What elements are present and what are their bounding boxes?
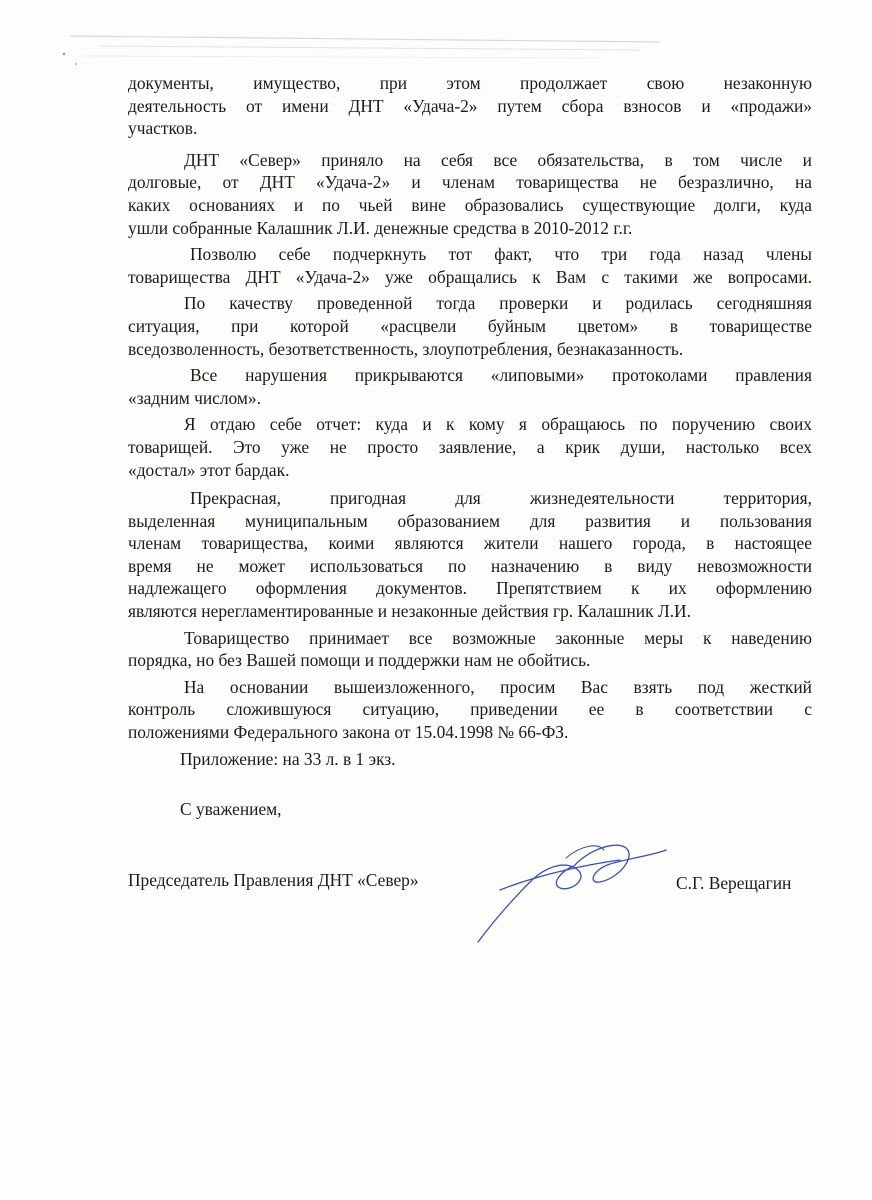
paragraph	[128, 243, 812, 288]
paragraph	[128, 149, 812, 239]
text-line: Прекрасная, пригодная для жизнедеятельности территория,	[190, 488, 812, 509]
text-line: выделенная муниципальным образованием для развития и пользования	[128, 510, 812, 531]
text-line: членам товарищества, коими являются жители нашего города, в настоящее	[128, 533, 812, 554]
paragraph	[128, 72, 812, 140]
paragraph	[128, 292, 812, 360]
signatory-title: Председатель Правления ДНТ «Север»	[128, 870, 419, 890]
text-line: контроль сложившуюся ситуацию, приведении ее в соответствии с	[128, 699, 812, 720]
text-line: время не может использоваться по назначению в виду невозможности	[128, 555, 812, 576]
paragraph	[128, 627, 812, 672]
signatory-name: С.Г. Верещагин	[676, 873, 792, 893]
text-line: каких основаниях и по чьей вине образовались существующие долги, куда	[128, 194, 812, 215]
attachment-note: Приложение: на 33 л. в 1 экз.	[180, 749, 396, 769]
text-line: ушли собранные Калашник Л.И. денежные средства в 2010-2012 г.г.	[128, 217, 633, 238]
text-line: порядка, но без Вашей помощи и поддержки нам не обойтись.	[128, 650, 591, 671]
text-line: товарищей. Это уже не просто заявление, а крик души, настолько всех	[128, 436, 812, 457]
text-line: товарищества ДНТ «Удача-2» уже обращались к Вам с такими же вопросами.	[128, 266, 812, 287]
text-line: ДНТ «Север» приняло на себя все обязательства, в том числе и	[184, 149, 812, 170]
text-line: Товарищество принимает все возможные законные меры к наведению	[184, 627, 812, 648]
text-line: Я отдаю себе отчет: куда и к кому я обращаюсь по поручению своих	[184, 414, 812, 435]
text-line: «достал» этот бардак.	[128, 459, 290, 480]
text-line: Все нарушения прикрываются «липовыми» протоколами правления	[190, 365, 812, 386]
paragraph	[128, 487, 812, 623]
text-line: участков.	[128, 118, 198, 139]
text-line: надлежащего оформления документов. Препятствием к их оформлению	[128, 578, 812, 599]
text-line: являются нерегламентированные и незаконные действия гр. Калашник Л.И.	[128, 601, 691, 622]
text-line: вседозволенность, безответственность, злоупотребления, безнаказанность.	[128, 338, 684, 359]
paragraph	[128, 676, 812, 744]
text-line: ситуация, при которой «расцвели буйным цветом» в товариществе	[128, 315, 812, 336]
text-line: На основании вышеизложенного, просим Вас взять под жесткий	[184, 676, 812, 697]
letter-body	[128, 72, 812, 744]
paragraph	[128, 413, 812, 481]
handwritten-signature	[470, 830, 700, 950]
closing-phrase: С уважением,	[180, 799, 282, 819]
text-line: деятельность от имени ДНТ «Удача-2» путем сбора взносов и «продажи»	[128, 95, 812, 116]
scan-artifact	[40, 28, 680, 68]
text-line: По качеству проведенной тогда проверки и родилась сегодняшняя	[184, 293, 812, 314]
paragraph	[128, 364, 812, 409]
text-line: Позволю себе подчеркнуть тот факт, что три года назад члены	[190, 244, 812, 265]
text-line: «задним числом».	[128, 387, 261, 408]
text-line: долговые, от ДНТ «Удача-2» и членам товарищества не безразлично, на	[128, 172, 812, 193]
text-line: документы, имущество, при этом продолжает свою незаконную	[128, 73, 812, 93]
text-line: положениями Федерального закона от 15.04.1998 № 66-ФЗ.	[128, 722, 569, 743]
